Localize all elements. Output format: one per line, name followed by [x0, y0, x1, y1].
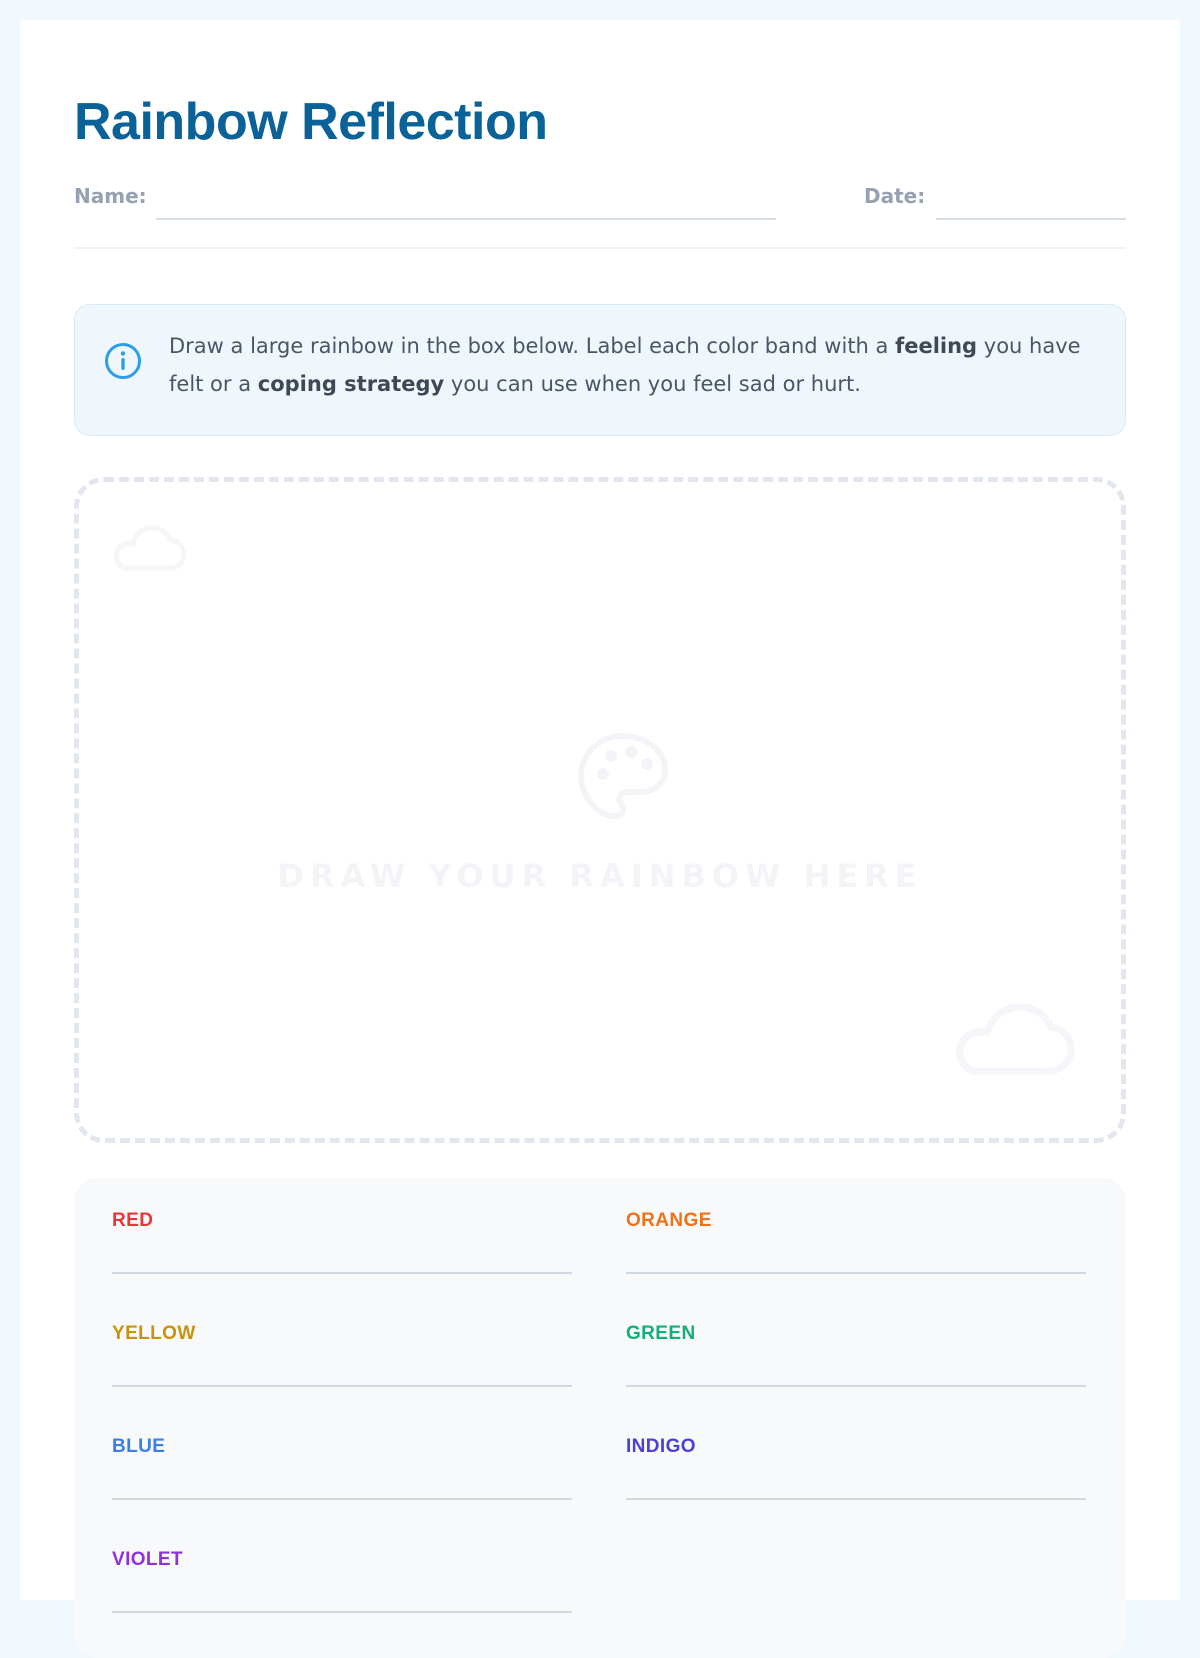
band-label: INDIGO — [626, 1436, 696, 1457]
band-field-orange[interactable] — [626, 1198, 1086, 1274]
band-label: VIOLET — [112, 1549, 184, 1570]
band-field-red[interactable] — [112, 1198, 572, 1274]
band-field-indigo[interactable] — [626, 1424, 1086, 1500]
page-title: Rainbow Reflection — [74, 93, 548, 151]
name-label: Name: — [74, 184, 147, 208]
keyword-coping-strategy: coping strategy — [257, 372, 445, 396]
worksheet-page — [20, 20, 1180, 1600]
name-field[interactable] — [156, 218, 776, 220]
band-field-violet[interactable] — [112, 1537, 572, 1613]
palette-icon — [575, 730, 671, 826]
drawing-area[interactable] — [74, 477, 1126, 1143]
band-field-blue[interactable] — [112, 1424, 572, 1500]
band-field-green[interactable] — [626, 1311, 1086, 1387]
band-label: RED — [112, 1210, 154, 1231]
drawing-hint: DRAW YOUR RAINBOW HERE — [277, 857, 923, 895]
info-icon — [103, 341, 143, 381]
band-label: ORANGE — [626, 1210, 712, 1231]
cloud-icon — [109, 518, 189, 578]
header-divider — [74, 247, 1126, 249]
band-labels-panel — [74, 1178, 1126, 1658]
keyword-feeling: feeling — [895, 334, 978, 358]
date-field[interactable] — [936, 218, 1126, 220]
band-label: GREEN — [626, 1323, 696, 1344]
band-label: YELLOW — [112, 1323, 196, 1344]
instructions-text: Draw a large rainbow in the box below. Label each color band with a feeling you have felt or a coping strategy you can use when you feel sad or hurt. — [169, 334, 1081, 396]
cloud-icon — [947, 987, 1077, 1087]
band-label: BLUE — [112, 1436, 166, 1457]
instructions-box — [74, 304, 1126, 436]
band-field-yellow[interactable] — [112, 1311, 572, 1387]
date-label: Date: — [864, 184, 926, 208]
